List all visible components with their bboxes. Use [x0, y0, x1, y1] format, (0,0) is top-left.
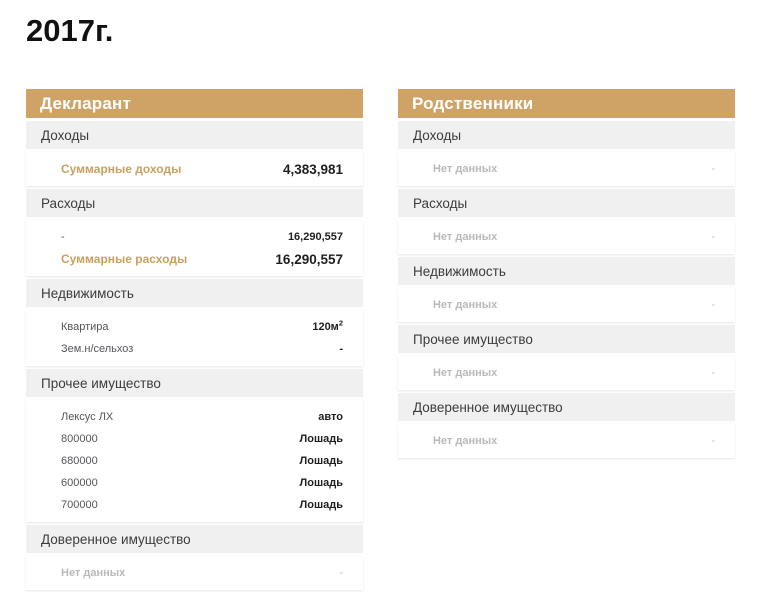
row-label: - [61, 231, 65, 244]
superscript: 2 [338, 318, 343, 328]
row-value: Лошадь [299, 433, 343, 446]
no-data-row [398, 430, 735, 452]
row-label: Нет данных [433, 231, 498, 244]
section-title: Доверенное имущество [398, 393, 735, 421]
data-row [26, 450, 363, 472]
row-value: Лошадь [299, 455, 343, 468]
section-title: Недвижимость [26, 279, 363, 307]
data-row [26, 472, 363, 494]
data-row [26, 406, 363, 428]
data-row [26, 226, 363, 248]
row-label: 600000 [61, 477, 98, 490]
data-row [26, 316, 363, 338]
section-rows [398, 288, 735, 322]
section-title: Прочее имущество [398, 325, 735, 353]
data-row [26, 428, 363, 450]
row-label: 700000 [61, 499, 98, 512]
row-value: Лошадь [299, 499, 343, 512]
row-value: - [711, 367, 715, 380]
section-rows [26, 220, 363, 276]
row-label: Суммарные расходы [61, 252, 188, 267]
section-title: Доверенное имущество [26, 525, 363, 553]
section-rows [398, 220, 735, 254]
row-label: Нет данных [433, 299, 498, 312]
row-value-text: 120м [312, 321, 339, 334]
section-rows [398, 424, 735, 458]
row-value: авто [318, 411, 343, 424]
no-data-row [26, 562, 363, 584]
row-value: 16,290,557 [275, 251, 343, 267]
row-label: Суммарные доходы [61, 162, 182, 177]
row-label: 800000 [61, 433, 98, 446]
row-label: Нет данных [433, 435, 498, 448]
data-row [26, 494, 363, 516]
section-rows [398, 356, 735, 390]
section-title: Доходы [398, 121, 735, 149]
columns-container [26, 89, 737, 593]
data-row [26, 248, 363, 270]
section-title: Доходы [26, 121, 363, 149]
row-label: Нет данных [433, 367, 498, 380]
section-rows [26, 152, 363, 186]
column-relatives [398, 89, 735, 461]
column-header: Родственники [398, 89, 735, 118]
no-data-row [398, 226, 735, 248]
row-value: 4,383,981 [282, 161, 343, 177]
page-title: 2017г. [26, 13, 114, 48]
section-title: Прочее имущество [26, 369, 363, 397]
row-value: Лошадь [299, 477, 343, 490]
row-value: - [339, 343, 343, 356]
section-rows [26, 556, 363, 590]
row-label: 680000 [61, 455, 98, 468]
data-row [26, 338, 363, 360]
section-title: Недвижимость [398, 257, 735, 285]
row-value: - [711, 299, 715, 312]
row-label: Нет данных [433, 163, 498, 176]
column-header: Декларант [26, 89, 363, 118]
row-value: - [711, 231, 715, 244]
row-value: - [711, 163, 715, 176]
section-title: Расходы [398, 189, 735, 217]
no-data-row [398, 158, 735, 180]
column-declarant [26, 89, 363, 593]
section-title: Расходы [26, 189, 363, 217]
row-value [312, 318, 343, 334]
section-rows [398, 152, 735, 186]
row-value: 16,290,557 [287, 231, 343, 244]
row-value: - [339, 567, 343, 580]
section-rows [26, 310, 363, 366]
row-label: Нет данных [61, 567, 126, 580]
row-label: Квартира [61, 321, 109, 334]
section-rows [26, 400, 363, 522]
row-label: Лексус ЛХ [61, 411, 114, 424]
no-data-row [398, 362, 735, 384]
no-data-row [398, 294, 735, 316]
data-row [26, 158, 363, 180]
row-value: - [711, 435, 715, 448]
row-label: Зем.н/сельхоз [61, 343, 134, 356]
